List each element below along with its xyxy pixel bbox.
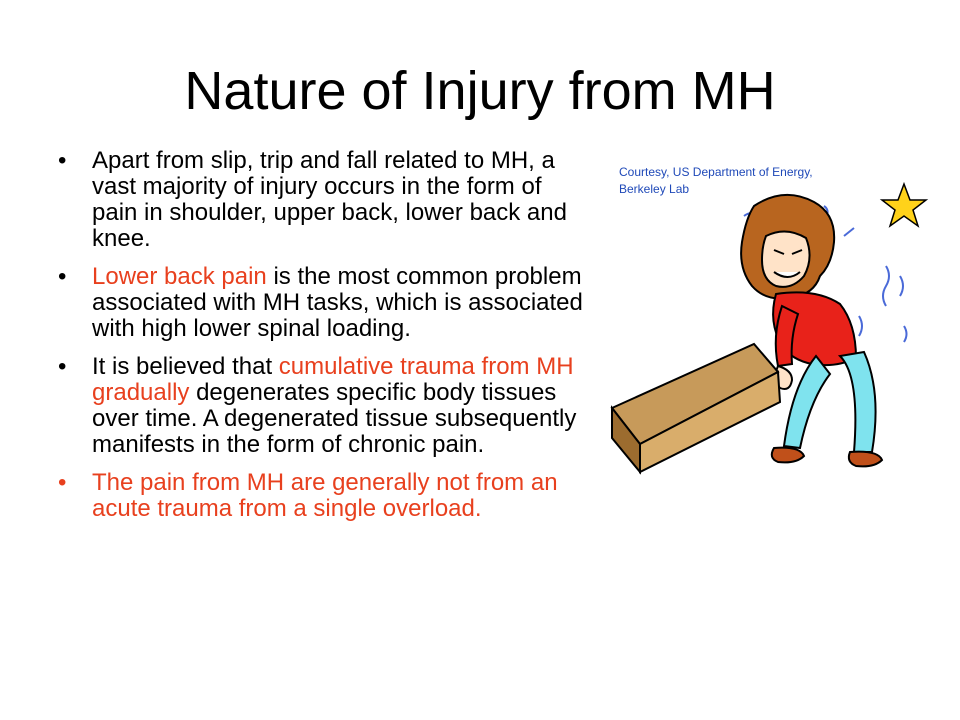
image-credit: Courtesy, US Department of Energy, Berkeley Lab: [619, 165, 813, 196]
bullet-list: [58, 148, 588, 534]
bullet-text: degenerates specific body tissues over time. A degenerated tissue subsequently manifests in the form of chronic pain.: [92, 379, 577, 458]
star-icon: [882, 184, 926, 226]
bullet-item: [58, 470, 588, 522]
woman-lifting-box-clipart: [604, 176, 934, 486]
bullet-item: [58, 148, 588, 252]
bullet-dot: •: [58, 147, 67, 174]
bullet-text: is the most common problem associated with MH tasks, which is associated with high lower spinal loading.: [92, 263, 583, 342]
bullet-item: [58, 354, 588, 458]
bullet-dot: •: [58, 353, 67, 380]
bullet-text: It is believed that: [92, 353, 279, 380]
bullet-item: [58, 264, 588, 342]
bullet-text: Apart from slip, trip and fall related to MH, a vast majority of injury occurs in the form of pain in shoulder, upper back, lower back and knee.: [92, 147, 567, 252]
bullet-text-highlight: cumulative trauma from MH gradually: [92, 353, 574, 406]
slide-title: Nature of Injury from MH: [184, 61, 776, 121]
bullet-dot: •: [58, 469, 67, 496]
bullet-text-highlight: Lower back pain: [92, 263, 267, 290]
bullet-text-highlight: The pain from MH are generally not from an acute trauma from a single overload.: [92, 469, 558, 522]
bullet-dot: •: [58, 263, 67, 290]
box-icon: [612, 344, 780, 472]
